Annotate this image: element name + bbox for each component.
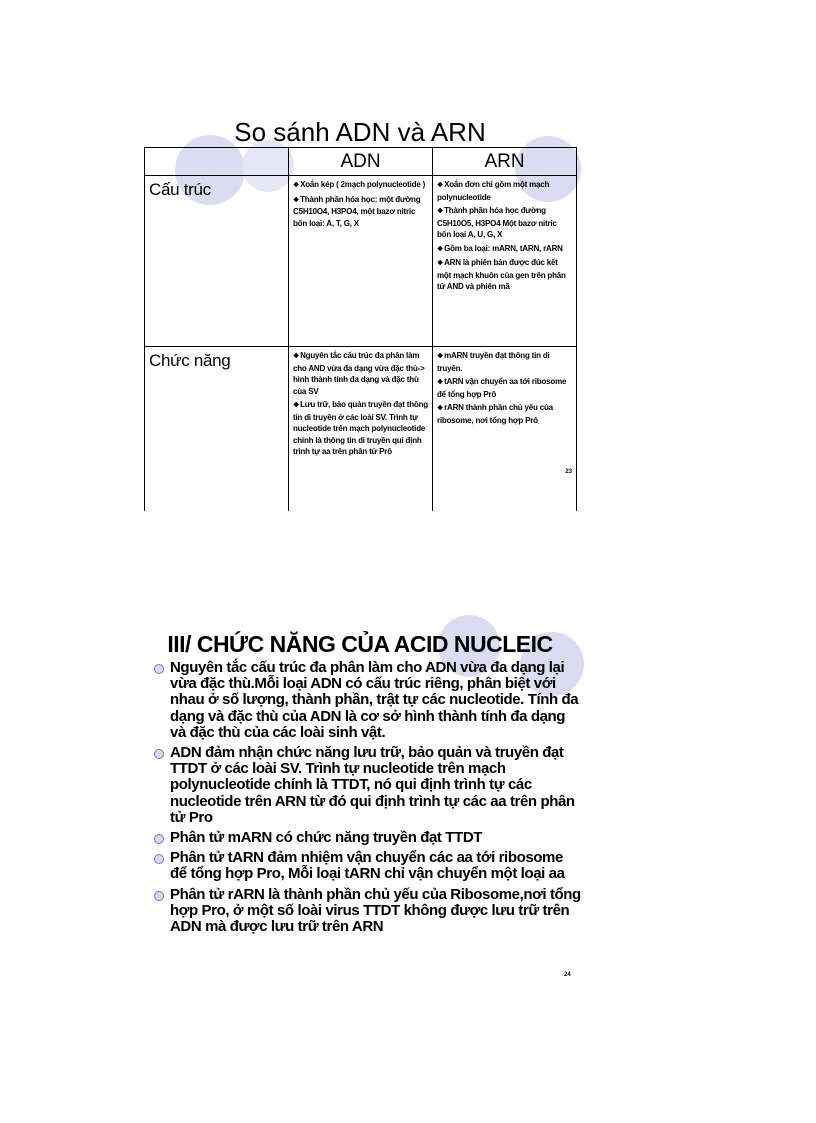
list-item: ❖ tARN vận chuyển aa tới ribosome để tổng hợp Prô — [437, 376, 572, 400]
list-item — [152, 745, 582, 826]
list-item — [152, 850, 582, 882]
bullet-text: Phân tử mARN có chức năng truyền đạt TTDT — [170, 829, 483, 847]
list-item — [152, 887, 582, 936]
list-item: ❖ ARN là phiên bản được đúc kết một mạch khuôn của gen trên phân tử AND và phiên mã — [437, 257, 572, 293]
slide-title: So sánh ADN và ARN — [234, 117, 486, 147]
bullet-text: Phân tử rARN là thành phần chủ yếu của Ribosome,nơi tổng hợp Pro, ở một số loài virus TTDT không được lưu trữ trên ADN mà được lưu trữ trên ARN — [170, 885, 581, 936]
bullet-list — [152, 660, 582, 939]
bullet-icon — [154, 749, 164, 759]
header-cell — [145, 148, 289, 176]
page-number: 24 — [564, 972, 571, 978]
bullet-icon — [154, 891, 164, 901]
table-header-row — [145, 148, 577, 176]
list-item — [152, 660, 582, 741]
row-label: Cấu trúc — [145, 176, 289, 347]
header-cell-arn: ARN — [433, 148, 577, 176]
cell-arn-structure — [433, 176, 577, 347]
table-row-function — [145, 347, 577, 512]
list-item: ❖ mARN truyền đạt thông tin di truyền. — [437, 350, 572, 374]
list-item: ❖ rARN thành phần chủ yếu của ribosome, nơi tổng hợp Prô — [437, 402, 572, 426]
cell-arn-function — [433, 347, 577, 512]
bullet-text: ADN đảm nhận chức năng lưu trữ, bảo quản và truyền đạt TTDT ở các loài SV. Trình tự nucleotide trên mạch polynucleotide chính là TTDT, nó qui định trình tự các nucleotide trên ARN từ đó qui định trình tự các aa trên phân tử Pro — [170, 744, 575, 826]
list-item: ❖ Nguyên tắc cấu trúc đa phân làm cho AND vừa đa dạng vừa đặc thù-> hình thành tính đa dạng và đặc thù của SV — [293, 350, 428, 397]
bullet-icon — [154, 834, 164, 844]
bullet-icon — [154, 854, 164, 864]
bullet-text: Phân tử tARN đảm nhiệm vận chuyển các aa tới ribosome để tổng hợp Pro, Mỗi loại tARN chỉ vận chuyển một loại aa — [170, 849, 565, 883]
cell-adn-structure — [289, 176, 433, 347]
list-item: ❖ Thành phần hóa học: một đường C5H10O4, H3PO4, một bazơ nitric bốn loại: A, T, G, X — [293, 194, 428, 230]
list-item — [152, 830, 582, 846]
row-label: Chức năng — [145, 347, 289, 512]
list-item: ❖ Xoắn đơn chỉ gồm một mạch polynucleotide — [437, 179, 572, 203]
list-item: ❖ Lưu trữ, bảo quản truyền đạt thông tin di truyền ở các loài SV. Trình tự nucleotide trên mạch polynucleotide chính là thông tin di truyền qui định trình tự aa trên phân tử Prô — [293, 399, 428, 458]
list-item: ❖ Gồm ba loại: mARN, tARN, rARN — [437, 243, 572, 256]
cell-adn-function — [289, 347, 433, 512]
page-number: 23 — [565, 469, 572, 475]
list-item: ❖ Xoắn kép ( 2mạch polynucleotide ) — [293, 179, 428, 192]
comparison-table — [144, 147, 577, 511]
table-row-structure — [145, 176, 577, 347]
bullet-text: Nguyên tắc cấu trúc đa phân làm cho ADN vừa đa dạng lại vừa đặc thù.Mỗi loại ADN có cấu trúc riêng, phân biệt với nhau ở số lượng, thành phần, trật tự các nucleotide. Tính đa dạng và đặc thù của ADN là cơ sở hình thành tính đa dạng và đặc thù của các loài sinh vật. — [170, 659, 579, 741]
slide-title: III/ CHỨC NĂNG CỦA ACID NUCLEIC — [167, 631, 553, 657]
bullet-icon — [154, 664, 164, 674]
list-item: ❖ Thành phần hóa học đường C5H10O5, H3PO4 Một bazơ nitric bốn loại A, U, G, X — [437, 205, 572, 241]
slide-comparison — [0, 0, 816, 520]
header-cell-adn: ADN — [289, 148, 433, 176]
